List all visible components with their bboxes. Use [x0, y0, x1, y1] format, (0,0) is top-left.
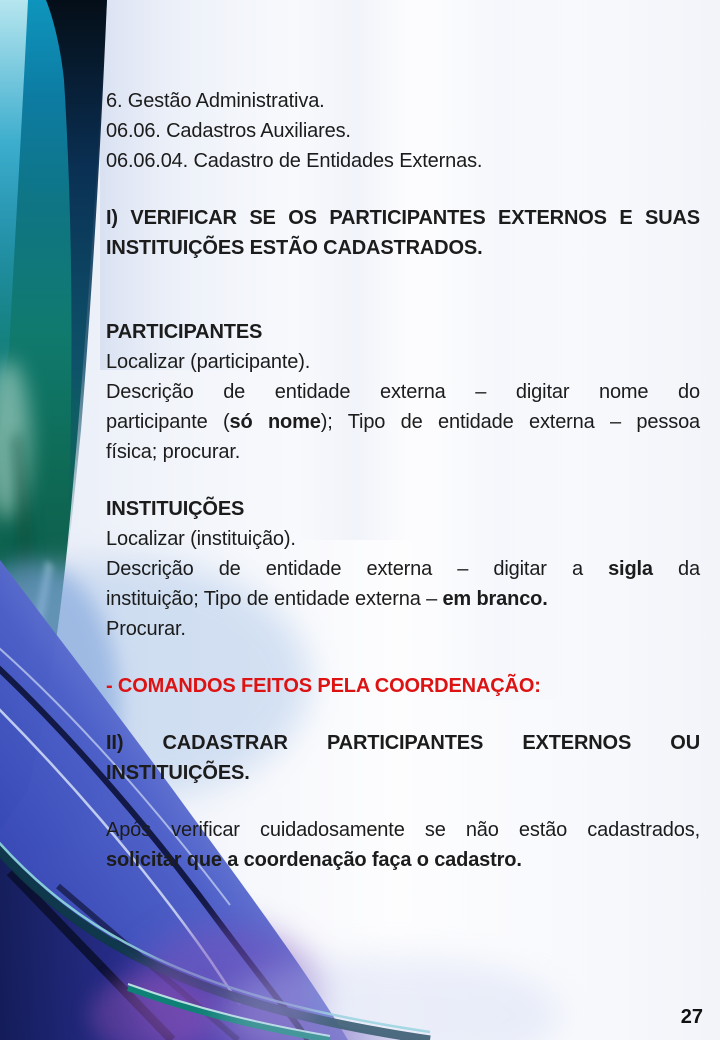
- text-run: Descrição de entidade externa – digitar a: [106, 558, 609, 580]
- text-run: da: [652, 558, 700, 580]
- text-run: I) VERIFICAR SE OS PARTICIPANTES EXTERNOS E SUAS: [106, 207, 700, 229]
- instituicoes-procurar: [106, 614, 700, 644]
- participantes-desc-1: [106, 377, 700, 407]
- text-run: INSTITUIÇÕES: [106, 498, 245, 520]
- blank-line: [106, 788, 700, 815]
- text-run: Localizar (participante).: [106, 351, 311, 373]
- instituicoes-localizar: [106, 524, 700, 554]
- blank-line: [106, 290, 700, 317]
- text-run: solicitar que a coordenação faça o cadastro.: [106, 849, 522, 871]
- page-number: 27: [680, 1006, 703, 1028]
- text-run: sigla: [608, 558, 653, 580]
- text-run: só nome: [229, 411, 321, 433]
- participantes-desc-3: [106, 437, 700, 467]
- comandos-coordenacao: [106, 671, 700, 701]
- blank-line: [106, 644, 700, 671]
- text-run: II) CADASTRAR PARTICIPANTES EXTERNOS OU: [106, 732, 700, 754]
- blank-line: [106, 701, 700, 728]
- heading-cadastrar: [106, 728, 700, 758]
- text-run: Procurar.: [106, 618, 186, 640]
- text-run: 06.06.04. Cadastro de Entidades Externas.: [106, 150, 483, 172]
- blank-line: [106, 176, 700, 203]
- text-run: 06.06. Cadastros Auxiliares.: [106, 120, 351, 142]
- text-run: INSTITUIÇÕES ESTÃO CADASTRADOS.: [106, 237, 483, 259]
- text-run: Após verificar cuidadosamente se não estão cadastrados,: [106, 819, 700, 841]
- slide-text-block: [106, 86, 700, 875]
- text-run: ); Tipo de entidade externa – pessoa: [320, 411, 701, 433]
- text-run: INSTITUIÇÕES.: [106, 762, 250, 784]
- apos-verificar-1: [106, 815, 700, 845]
- text-run: PARTICIPANTES: [106, 321, 263, 343]
- blank-line: [106, 263, 700, 290]
- text-run: Descrição de entidade externa – digitar nome do: [106, 381, 700, 403]
- instituicoes-desc-2: [106, 584, 700, 614]
- text-run: em branco.: [442, 588, 548, 610]
- participantes-localizar: [106, 347, 700, 377]
- instituicoes-desc-1: [106, 554, 700, 584]
- text-run: instituição; Tipo de entidade externa –: [106, 588, 443, 610]
- participantes-desc-2: [106, 407, 700, 437]
- text-run: Localizar (instituição).: [106, 528, 296, 550]
- text-run: - COMANDOS FEITOS PELA COORDENAÇÃO:: [106, 675, 541, 697]
- heading-cadastrar-2: [106, 758, 700, 788]
- heading-verificar: [106, 203, 700, 233]
- text-run: 6. Gestão Administrativa.: [106, 90, 325, 112]
- section-instituicoes: [106, 494, 700, 524]
- apos-verificar-2: [106, 845, 700, 875]
- heading-verificar-2: [106, 233, 700, 263]
- text-run: física; procurar.: [106, 441, 241, 463]
- section-participantes: [106, 317, 700, 347]
- blank-line: [106, 467, 700, 494]
- breadcrumb-line-2: [106, 116, 700, 146]
- text-run: participante (: [106, 411, 230, 433]
- breadcrumb-line-1: [106, 86, 700, 116]
- breadcrumb-line-3: [106, 146, 700, 176]
